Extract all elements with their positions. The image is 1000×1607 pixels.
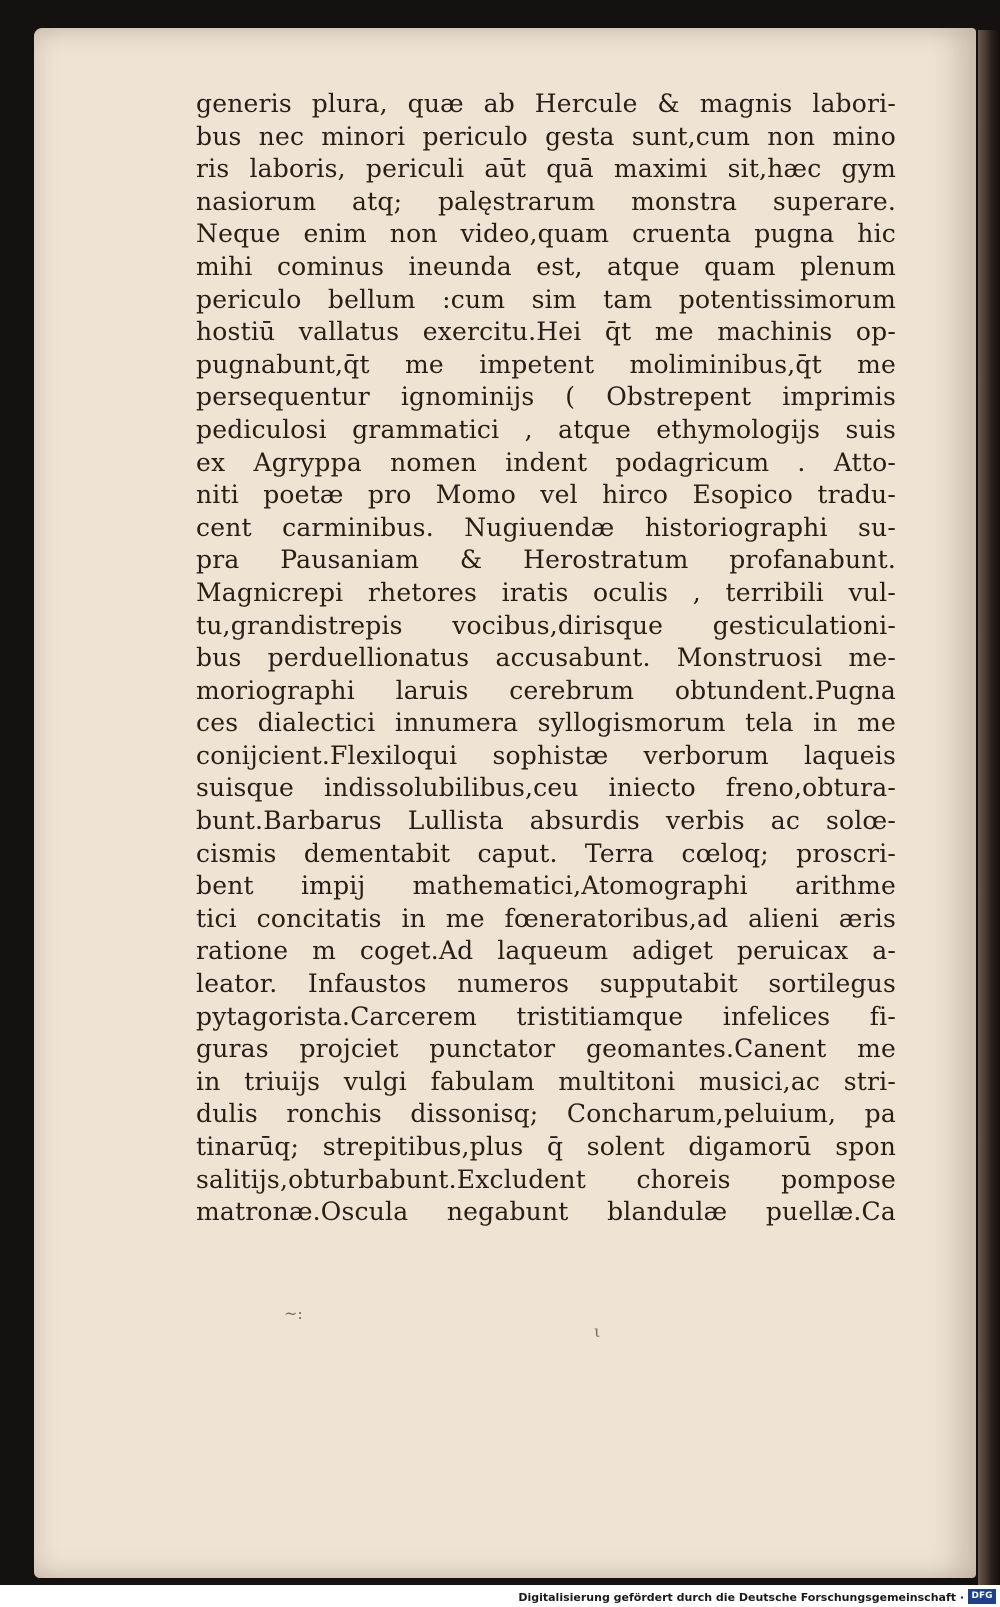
footer-bar (0, 1585, 1000, 1607)
text-line: persequentur ignominijs ( Obstrepent imprimis (196, 382, 896, 412)
text-line: pugnabunt,q̄t me impetent moliminibus,q̄t me (196, 349, 896, 379)
text-line: Neque enim non video,quam cruenta pugna hic (196, 219, 896, 249)
text-line: matronæ.Oscula negabunt blandulæ puellæ.Ca (196, 1197, 896, 1227)
text-line: periculo bellum :cum sim tam potentissimorum (196, 284, 896, 314)
text-line: pytagorista.Carcerem tristitiamque infelices fi- (196, 1001, 896, 1031)
text-line: suisque indissolubilibus,ceu iniecto freno,obtura- (196, 773, 896, 803)
text-line: guras projciet punctator geomantes.Canent me (196, 1034, 896, 1064)
text-line: dulis ronchis dissonisq; Concharum,peluium, pa (196, 1099, 896, 1129)
body-text (196, 88, 896, 1229)
text-line: hostiū vallatus exercitu.Hei q̄t me machinis op- (196, 317, 896, 347)
text-line: nasiorum atq; palęstrarum monstra superare. (196, 186, 896, 216)
text-line: bus perduellionatus accusabunt. Monstruosi me- (196, 643, 896, 673)
footer-credit: Digitalisierung gefördert durch die Deutsche Forschungsgemeinschaft · (518, 1591, 964, 1604)
text-line: salitijs,obturbabunt.Excludent choreis pompose (196, 1164, 896, 1194)
text-line: tici concitatis in me fœneratoribus,ad alieni æris (196, 903, 896, 933)
text-line: cismis dementabit caput. Terra cœloq; proscri- (196, 838, 896, 868)
text-line: in triuijs vulgi fabulam multitoni musici,ac stri- (196, 1066, 896, 1096)
text-line: ris laboris, periculi aūt quā maximi sit,hæc gym (196, 154, 896, 184)
text-line: cent carminibus. Nugiuendæ historiographi su- (196, 512, 896, 542)
text-line: tinarūq; strepitibus,plus q̄ solent digamorū spon (196, 1132, 896, 1161)
text-line: Magnicrepi rhetores iratis oculis , terribili vul- (196, 577, 896, 607)
text-line: generis plura, quæ ab Hercule & magnis labori- (196, 89, 896, 118)
dfg-logo: DFG (968, 1589, 996, 1604)
text-line: tu,grandistrepis vocibus,dirisque gesticulationi- (196, 610, 896, 640)
page-mark-center: ι (594, 1322, 601, 1341)
text-line: ces dialectici innumera syllogismorum tela in me (196, 708, 896, 738)
text-line: ex Agryppa nomen indent podagricum . Atto- (196, 447, 896, 477)
text-line: pra Pausaniam & Herostratum profanabunt. (196, 545, 896, 575)
text-line: mihi cominus ineunda est, atque quam plenum (196, 251, 896, 281)
text-line: bent impij mathematici,Atomographi arithme (196, 871, 896, 901)
text-line: niti poetæ pro Momo vel hirco Esopico tradu- (196, 480, 896, 510)
text-line: conijcient.Flexiloqui sophistæ verborum laqueis (196, 740, 896, 770)
text-line: moriographi laruis cerebrum obtundent.Pugna (196, 675, 896, 705)
page-mark-left: ~: (284, 1304, 303, 1323)
text-line: bunt.Barbarus Lullista absurdis verbis ac solœ- (196, 806, 896, 836)
book-edge (978, 30, 1000, 1585)
text-line: pediculosi grammatici , atque ethymologijs suis (196, 414, 896, 444)
text-line: ratione m coget.Ad laqueum adiget peruicax a- (196, 936, 896, 966)
text-line: bus nec minori periculo gesta sunt,cum non mino (196, 121, 896, 151)
text-line: leator. Infaustos numeros supputabit sortilegus (196, 969, 896, 999)
